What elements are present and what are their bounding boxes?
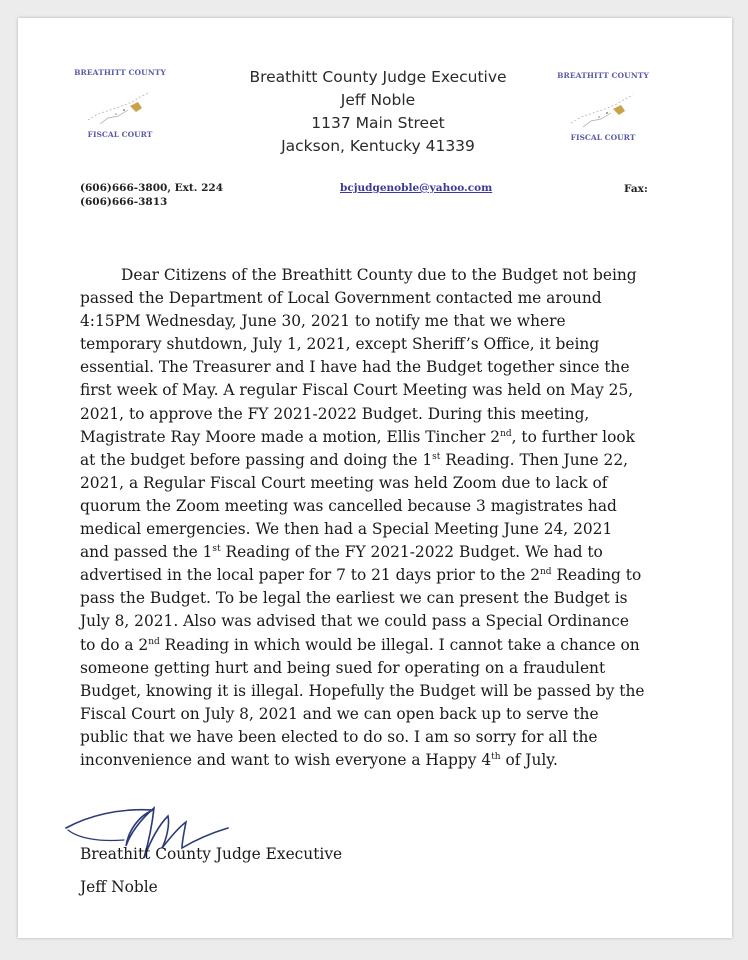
body-line (80, 264, 680, 287)
seal-top-text: BREATHITT COUNTY (74, 68, 166, 77)
fax-label: Fax: (624, 183, 648, 195)
body-text-segment: to do a 2 (80, 635, 149, 654)
body-text-segment: and passed the 1 (80, 543, 213, 562)
ordinal-suffix: st (432, 451, 441, 462)
body-line (80, 564, 680, 587)
ordinal-suffix: nd (540, 567, 552, 578)
body-text-segment: Magistrate Ray Moore made a motion, Ellis Tincher 2 (80, 427, 501, 446)
letter-page (18, 18, 732, 938)
body-text-segment: first week of May. A regular Fiscal Court Meeting was held on May 25, (80, 381, 634, 400)
phone-block (80, 181, 223, 209)
body-text-segment: 2021, a Regular Fiscal Court meeting was held Zoom due to lack of (80, 473, 608, 492)
body-text-segment: at the budget before passing and doing the 1 (80, 450, 433, 469)
county-map-icon (563, 83, 643, 133)
body-text-segment: quorum the Zoom meeting was cancelled because 3 magistrates had (80, 496, 617, 515)
body-text-segment: medical emergencies. We then had a Special Meeting June 24, 2021 (80, 520, 613, 539)
closing-title: Breathitt County Judge Executive (80, 845, 343, 863)
body-text-segment: essential. The Treasurer and I have had the Budget together since the (80, 358, 630, 377)
body-line (80, 634, 680, 657)
body-line (80, 495, 680, 518)
body-text-segment: passed the Department of Local Government contacted me around (80, 289, 602, 308)
ordinal-suffix: nd (500, 428, 512, 439)
seal-bottom-text: FISCAL COURT (87, 130, 153, 139)
phone-number-2: (606)666-3813 (80, 196, 168, 208)
body-line (80, 333, 680, 356)
body-line (80, 587, 680, 610)
body-text-segment: 4:15PM Wednesday, June 30, 2021 to notify me that we where (80, 312, 566, 331)
body-line (80, 449, 680, 472)
body-text-segment: Reading. Then June 22, (440, 450, 629, 469)
body-text-segment: pass the Budget. To be legal the earliest we can present the Budget is (80, 589, 628, 608)
body-text-segment: temporary shutdown, July 1, 2021, except Sheriff’s Office, it being (80, 335, 600, 354)
ordinal-suffix: th (491, 751, 501, 762)
body-text-segment: 2021, to approve the FY 2021-2022 Budget. During this meeting, (80, 404, 590, 423)
body-line (80, 610, 680, 633)
body-line (80, 541, 680, 564)
body-text-segment: public that we have been elected to do so. I am so sorry for all the (80, 727, 598, 746)
body-text-segment: Reading in which would be illegal. I cannot take a chance on (159, 635, 640, 654)
body-text-segment: July 8, 2021. Also was advised that we could pass a Special Ordinance (80, 612, 630, 631)
email-link[interactable]: bcjudgenoble@yahoo.com (340, 182, 493, 194)
letterhead-city: Jackson, Kentucky 41339 (281, 137, 475, 155)
body-text-segment: Reading of the FY 2021-2022 Budget. We had to (220, 543, 603, 562)
letterhead-title: Breathitt County Judge Executive (249, 68, 507, 86)
body-text-segment: Budget, knowing it is illegal. Hopefully the Budget will be passed by the (80, 681, 645, 700)
body-text-segment: Fiscal Court on July 8, 2021 and we can open back up to serve the (80, 704, 599, 723)
county-seal-left (65, 68, 175, 163)
seal-top-text: BREATHITT COUNTY (557, 71, 649, 80)
county-seal-right (548, 71, 658, 166)
body-line (80, 310, 680, 333)
body-line (80, 726, 680, 749)
body-line (80, 403, 680, 426)
body-text-segment: Dear Citizens of the Breathitt County due to the Budget not being (121, 266, 637, 284)
letterhead-name: Jeff Noble (340, 91, 416, 109)
body-text-segment: inconvenience and want to wish everyone a Happy 4 (80, 750, 492, 769)
body-text-segment: of July. (500, 750, 558, 769)
body-text-segment: Reading to (551, 566, 642, 585)
body-text-segment: , to further look (511, 427, 635, 446)
body-text-segment: advertised in the local paper for 7 to 21 days prior to the 2 (80, 566, 541, 585)
body-line (80, 426, 680, 449)
county-map-icon (80, 80, 160, 130)
phone-number-1: (606)666-3800, Ext. 224 (80, 182, 224, 194)
closing-name: Jeff Noble (80, 878, 158, 896)
letterhead-street: 1137 Main Street (311, 114, 445, 132)
ordinal-suffix: st (212, 544, 221, 555)
body-line (80, 657, 680, 680)
ordinal-suffix: nd (148, 636, 160, 647)
seal-bottom-text: FISCAL COURT (570, 133, 636, 142)
body-line (80, 680, 680, 703)
body-line (80, 379, 680, 402)
body-line (80, 472, 680, 495)
body-line (80, 518, 680, 541)
letterhead (208, 66, 548, 158)
body-line (80, 703, 680, 726)
closing-block (80, 838, 342, 904)
body-text-segment: someone getting hurt and being sued for operating on a fraudulent (80, 658, 606, 677)
letter-body (80, 264, 680, 772)
body-line (80, 749, 680, 772)
body-line (80, 356, 680, 379)
body-line (80, 287, 680, 310)
